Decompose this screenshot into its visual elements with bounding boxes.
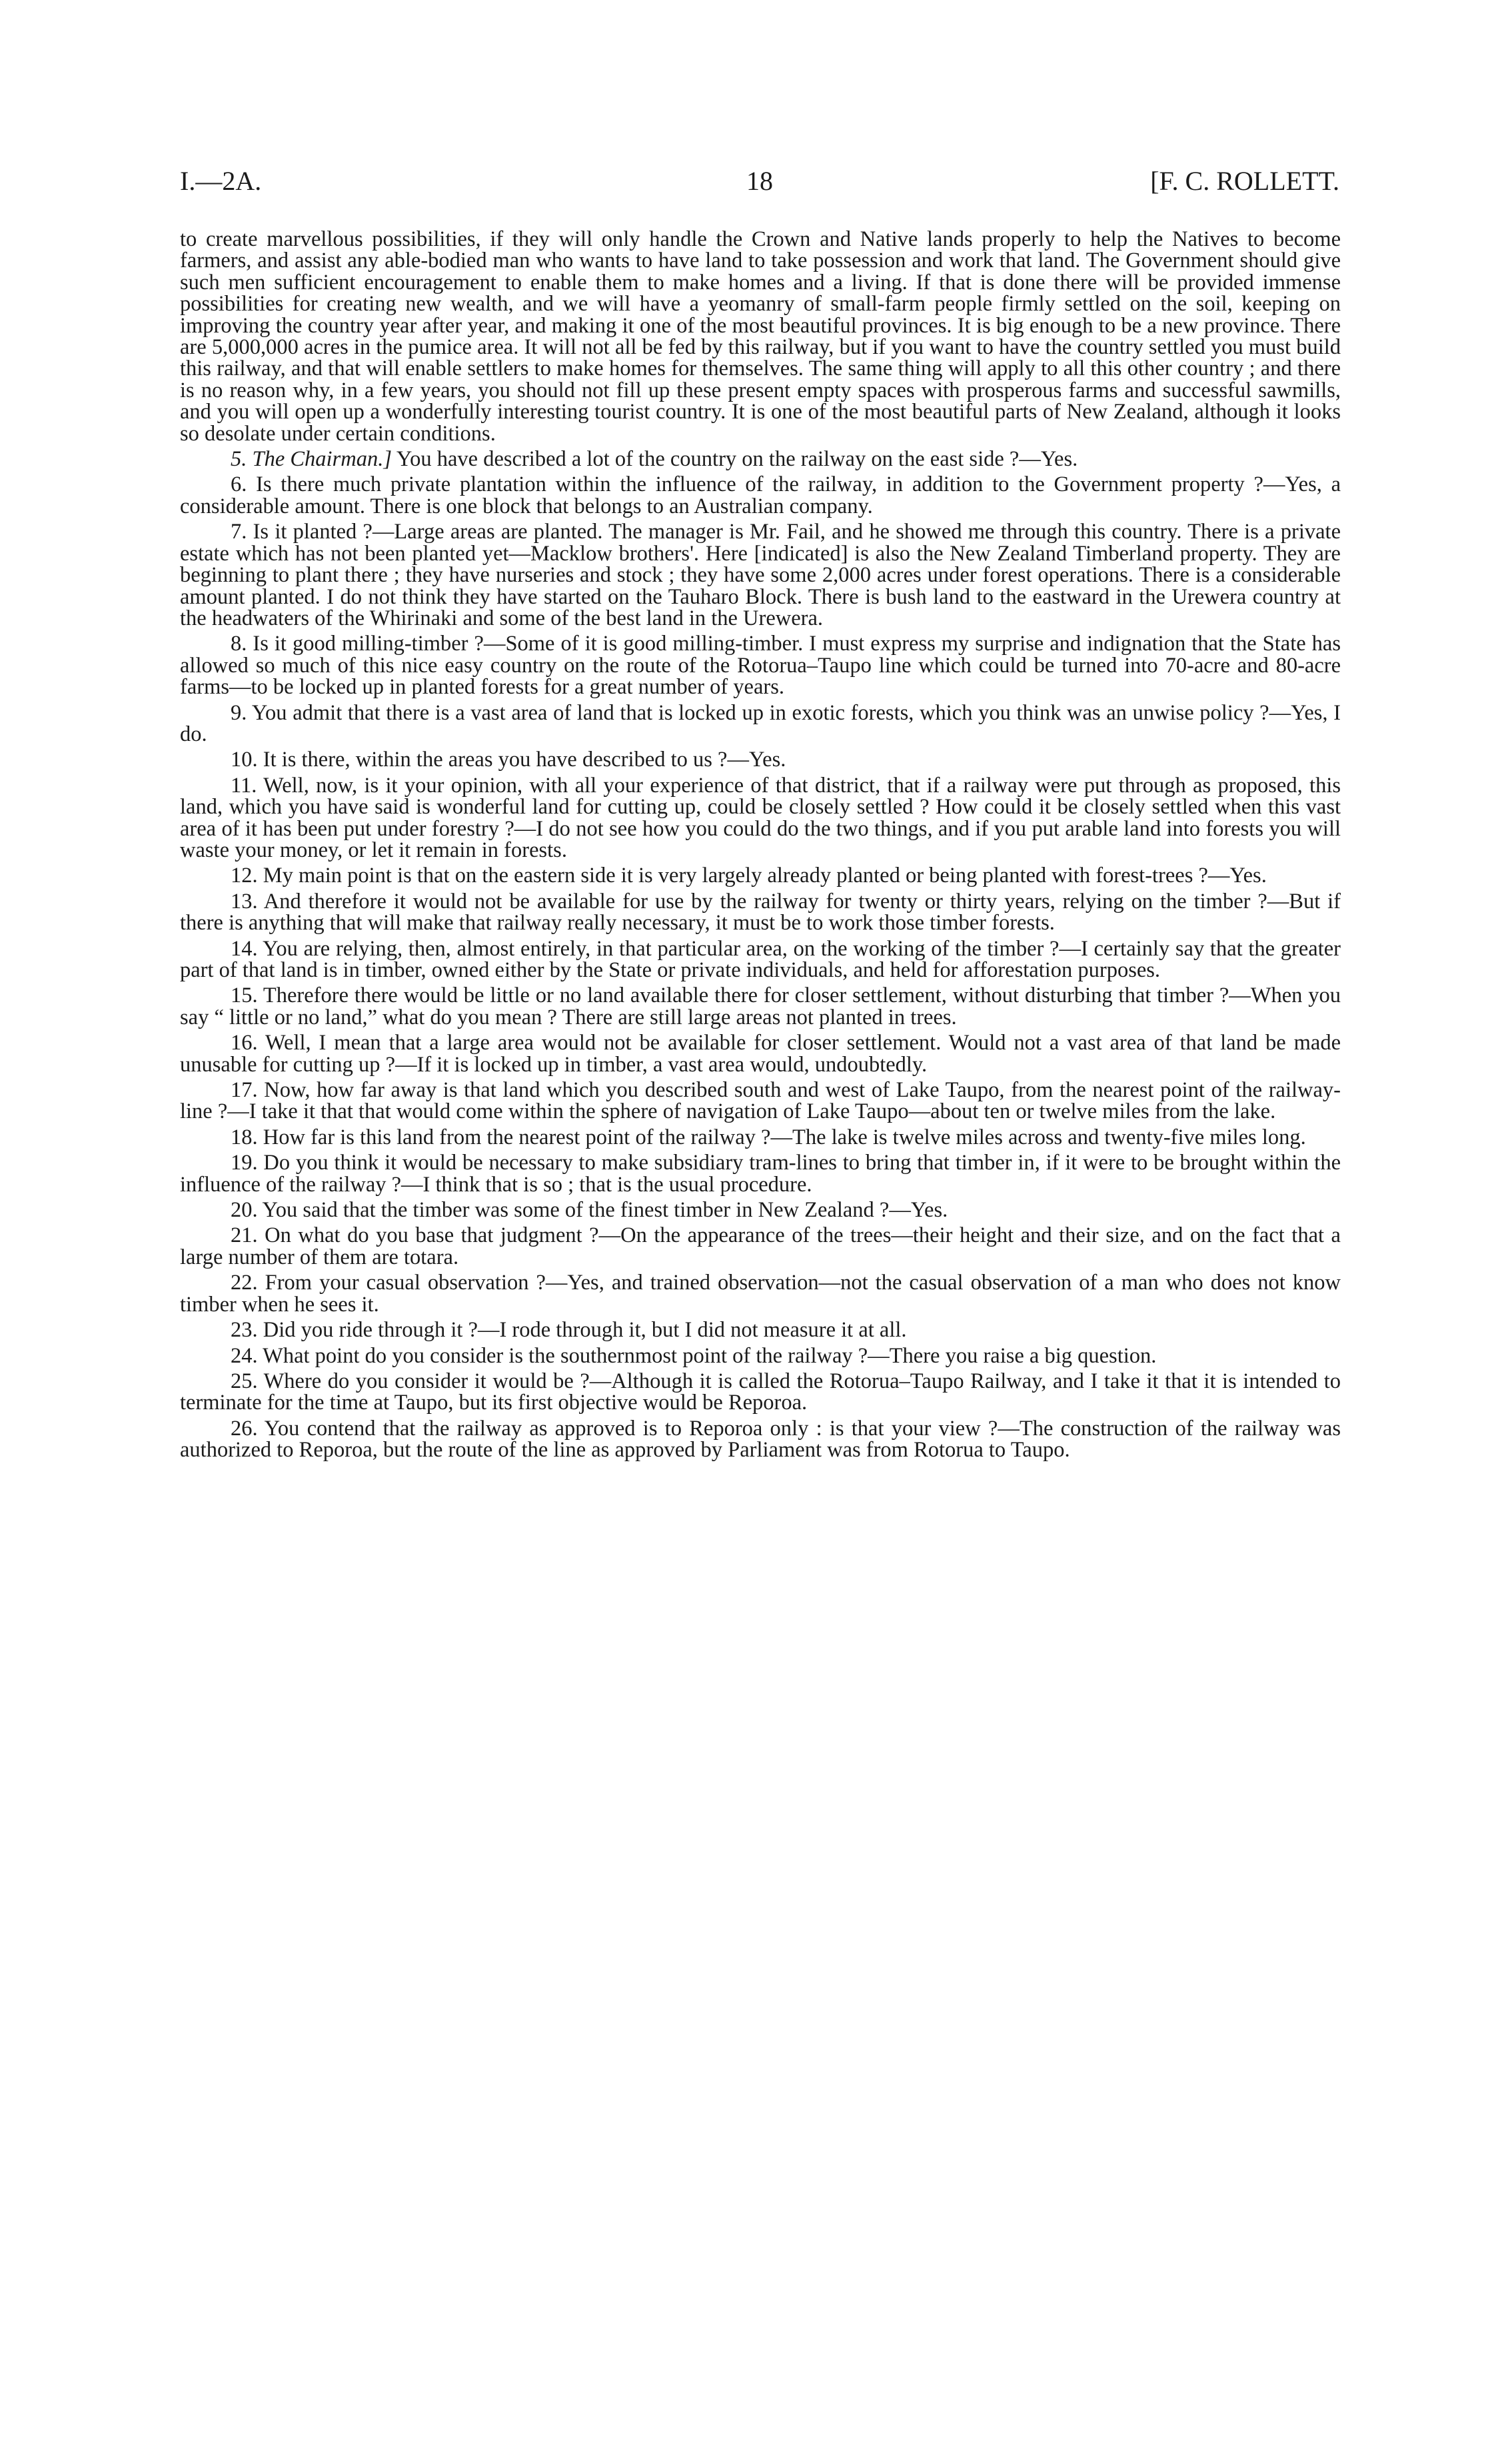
witness-name: [F. C. ROLLETT. [1150,166,1339,196]
paragraph: 5. The Chairman.] You have described a lot of the country on the railway on the east side ?—Yes. [231,447,1078,472]
paragraph: 9. You admit that there is a vast area of land that is locked up in exotic forests, which you think was an unwise policy ?—Yes, I do. [180,700,1341,746]
paragraph: 20. You said that the timber was some of the finest timber in New Zealand ?—Yes. [231,1198,948,1223]
paragraph: 11. Well, now, is it your opinion, with all your experience of that district, that if a railway were put through as proposed, this land, which you have said is wonderful land for cutting up, could be closely settled ? How could it be closely settled when this vast area of it has been put under forestry ?—I do not see how you could do the two things, and if you put arable land into forests you will waste your money, or let it remain in forests. [180,773,1341,862]
paragraph: 21. On what do you base that judgment ?—On the appearance of the trees—their height and their size, and on the fact that a large number of them are totara. [180,1223,1341,1269]
paper-reference: I.—2A. [180,166,262,196]
paragraph: 7. Is it planted ?—Large areas are planted. The manager is Mr. Fail, and he showed me through this country. There is a private estate which has not been planted yet—Macklow brothers'. Here [indicated] is also the New Zealand Timberland property. They are beginning to plant there ; they have nurseries and stock ; they have some 2,000 acres under forest operations. There is a considerable amount planted. I do not think they have started on the Tauharo Block. There is bush land to the eastward in the Urewera country at the headwaters of the Whirinaki and some of the best land in the Urewera. [180,520,1341,630]
paragraph: 16. Well, I mean that a large area would not be available for closer settlement. Would not a vast area of that land be made unusable for cutting up ?—If it is locked up in timber, a vast area would, undoubtedly. [180,1031,1341,1077]
page-header [180,165,1339,205]
paragraph: 6. Is there much private plantation within the influence of the railway, in addition to the Government property ?—Yes, a considerable amount. There is one block that belongs to an Australian company. [180,472,1341,518]
paragraph: 23. Did you ride through it ?—I rode through it, but I did not measure it at all. [231,1318,907,1343]
paragraph: 19. Do you think it would be necessary to make subsidiary tram-lines to bring that timber in, if it were to be brought within the influence of the railway ?—I think that is so ; that is the usual procedure. [180,1151,1341,1197]
paragraph: 24. What point do you consider is the southernmost point of the railway ?—There you raise a big question. [231,1343,1157,1368]
paragraph: 14. You are relying, then, almost entirely, in that particular area, on the working of the timber ?—I certainly say that the greater part of that land is in timber, owned either by the State or private individuals, and held for afforestation purposes. [180,936,1341,982]
paragraph: to create marvellous possibilities, if they will only handle the Crown and Native lands properly to help the Natives to become farmers, and assist any able-bodied man who wants to have land to take possession and work that land. The Government should give such men sufficient encouragement to enable them to make homes and a living. If that is done there will be provided immense possibilities for creating new wealth, and we will have a yeomanry of small-farm people firmly settled on the soil, keeping on improving the country year after year, and making it one of the most beautiful provinces. It is big enough to be a new province. There are 5,000,000 acres in the pumice area. It will not all be fed by this railway, but if you want to have the country settled you must build this railway, and that will enable settlers to make homes for themselves. The same thing will apply to all this other country ; and there is no reason why, in a few years, you should not fill up these present empty spaces with prosperous farms and successful sawmills, and you will open up a wonderfully interesting tourist country. It is one of the most beautiful parts of New Zealand, although it looks so desolate under certain conditions. [180,227,1341,446]
paragraph: 26. You contend that the railway as approved is to Reporoa only : is that your view ?—The construction of the railway was authorized to Reporoa, but the route of the line as approved by Parliament was from Rotorua to Taupo. [180,1416,1341,1463]
paragraph: 8. Is it good milling-timber ?—Some of it is good milling-timber. I must express my surprise and indignation that the State has allowed so much of this nice easy country on the route of the Rotorua–Taupo line which could be turned into 70-acre and 80-acre farms—to be locked up in planted forests for a great number of years. [180,632,1341,700]
document-body [180,229,1341,1465]
paragraph: 17. Now, how far away is that land which you described south and west of Lake Taupo, from the nearest point of the railway-line ?—I take it that that would come within the sphere of navigation of Lake Taupo—about ten or twelve miles from the lake. [180,1078,1341,1124]
paragraph: 13. And therefore it would not be available for use by the railway for twenty or thirty years, relying on the timber ?—But if there is anything that will make that railway really necessary, it must be to work those timber forests. [180,889,1341,935]
paragraph: 15. Therefore there would be little or no land available there for closer settlement, without disturbing that timber ?—When you say “ little or no land,” what do you mean ? There are still large areas not planted in trees. [180,983,1341,1029]
paragraph: 25. Where do you consider it would be ?—Although it is called the Rotorua–Taupo Railway, and I take it that it is intended to terminate for the time at Taupo, but its first objective would be Reporoa. [180,1369,1341,1415]
paragraph: 10. It is there, within the areas you have described to us ?—Yes. [231,748,786,772]
paragraph: 18. How far is this land from the nearest point of the railway ?—The lake is twelve miles across and twenty-five miles long. [231,1125,1306,1149]
speaker-label: 5. The Chairman.] [231,447,392,472]
page-number: 18 [746,166,773,196]
paragraph: 12. My main point is that on the eastern side it is very largely already planted or being planted with forest-trees ?—Yes. [231,864,1267,888]
paragraph: 22. From your casual observation ?—Yes, and trained observation—not the casual observation of a man who does not know timber when he sees it. [180,1271,1341,1317]
